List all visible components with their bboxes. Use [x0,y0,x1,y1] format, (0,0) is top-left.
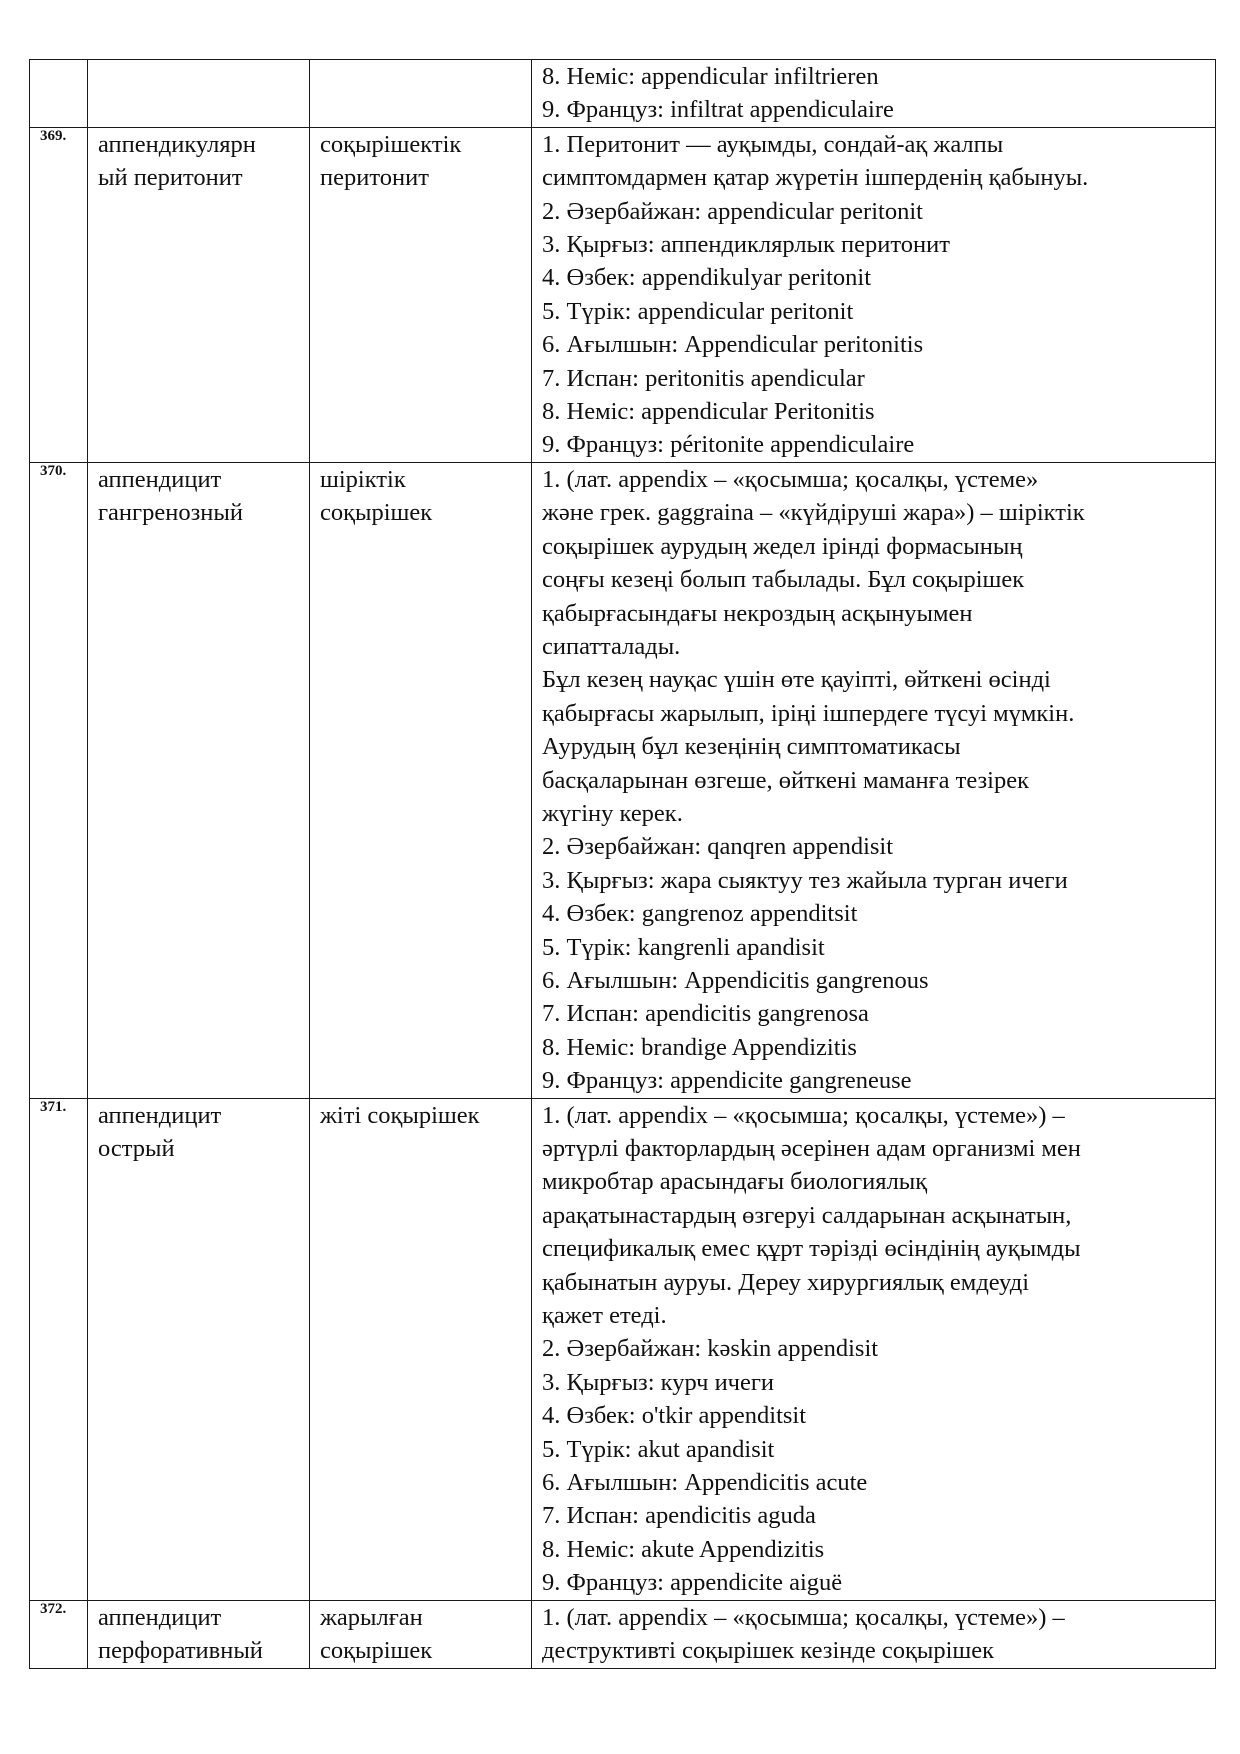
definition-line: 7. Испан: apendicitis gangrenosa [542,1000,869,1028]
definition-line: 4. Өзбек: o'tkir appenditsit [542,1402,807,1430]
definition-line: 9. Француз: appendicite gangreneuse [542,1067,912,1095]
entry-number: 369. [30,127,88,462]
russian-term-line: острый [98,1135,175,1162]
kazakh-term-line: соқырішектік [320,130,462,158]
definition-line: 9. Француз: infiltrat appendiculaire [542,96,894,124]
definition-line: 1. Перитонит — ауқымды, сондай-ақ жалпы [542,130,1004,158]
kazakh-term-cell [310,462,532,1098]
definition-line: 3. Қырғыз: курч ичеги [542,1368,775,1396]
definition-line: 5. Түрік: appendicular peritonit [542,297,854,325]
definition-line: 3. Қырғыз: аппендиклярлык перитонит [542,231,950,259]
definition-line: 6. Ағылшын: Appendicitis acute [542,1469,868,1497]
definition-line: 2. Әзербайжан: appendicular peritonit [542,197,923,225]
russian-term-cell [88,1098,310,1600]
table-row [30,60,1216,128]
entry-number: 372. [30,1600,88,1668]
russian-term-line: аппендикулярн [98,130,256,158]
definition-cell [532,1098,1216,1600]
entry-number: 370. [30,462,88,1098]
russian-term-cell [88,127,310,462]
table-row [30,1098,1216,1600]
definition-line: қабынатын ауруы. Дереу хирургиялық емдеуді [542,1268,1030,1296]
entry-number [30,60,88,128]
definition-line: 8. Неміс: appendicular Peritonitis [542,398,875,426]
kazakh-term-cell [310,1098,532,1600]
definition-line: 4. Өзбек: gangrenoz appenditsit [542,900,858,928]
definition-line: арақатынастардың өзгеруі салдарынан асқынатын, [542,1201,1072,1229]
definition-line: 9. Француз: appendicite aiguë [542,1569,843,1597]
definition-line: 1. (лат. appendix – «қосымша; қосалқы, үстеме») – [542,1603,1065,1631]
table-row [30,462,1216,1098]
definition-line: 3. Қырғыз: жара сыяктуу тез жайыла турган ичеги [542,866,1068,894]
kazakh-term-cell [310,60,532,128]
definition-line: әртүрлі факторлардың әсерінен адам организмі мен [542,1135,1081,1162]
definition-cell [532,127,1216,462]
definition-line: 5. Түрік: kangrenli apandisit [542,933,825,961]
kazakh-term-line: шіріктік [320,465,406,493]
definition-cell [532,60,1216,128]
definition-line: Бұл кезең науқас үшін өте қауіпті, өйткені өсінді [542,666,1051,694]
definition-line: 9. Француз: péritonite appendiculaire [542,431,915,459]
definition-line: 8. Неміс: appendicular infiltrieren [542,63,879,90]
definition-line: 2. Әзербайжан: qanqren appendisit [542,833,894,861]
definition-line: симптомдармен қатар жүретін ішперденің қабынуы. [542,164,1089,192]
russian-term-cell [88,462,310,1098]
definition-line: 5. Түрік: akut apandisit [542,1435,775,1463]
definition-line: соңғы кезеңі болып табылады. Бұл соқырішек [542,566,1025,594]
russian-term-line: гангренозный [98,499,243,527]
definition-line: деструктивті соқырішек кезінде соқырішек [542,1637,995,1665]
definition-line: 8. Неміс: akute Appendizitis [542,1535,825,1563]
definition-line: жүгіну керек. [542,799,683,827]
dictionary-table [29,59,1216,1669]
definition-line: соқырішек аурудың жедел ірінді формасының [542,532,1023,560]
definition-line: микробтар арасындағы биологиялық [542,1168,928,1196]
russian-term-line: аппендицит [98,1603,222,1631]
definition-line: 2. Әзербайжан: kəskin appendisit [542,1335,879,1363]
definition-cell [532,462,1216,1098]
entry-number: 371. [30,1098,88,1600]
russian-term-line: перфоративный [98,1637,263,1665]
russian-term-line: аппендицит [98,465,222,493]
kazakh-term-line: жіті соқырішек [320,1101,480,1129]
definition-line: Аурудың бұл кезеңінің симптоматикасы [542,733,961,761]
russian-term-cell [88,1600,310,1668]
definition-line: 7. Испан: peritonitis apendicular [542,364,865,392]
definition-line: 8. Неміс: brandige Appendizitis [542,1033,857,1061]
kazakh-term-cell [310,127,532,462]
kazakh-term-cell [310,1600,532,1668]
definition-line: қабырғасы жарылып, іріңі ішпердеге түсуі мүмкін. [542,699,1075,727]
kazakh-term-line: соқырішек [320,1637,433,1665]
russian-term-cell [88,60,310,128]
definition-line: спецификалық емес құрт тәрізді өсіндінің ауқымды [542,1235,1081,1263]
kazakh-term-line: перитонит [320,164,429,192]
table-row [30,1600,1216,1668]
definition-line: басқаларынан өзгеше, өйткені маманға тезірек [542,766,1030,794]
table-row [30,127,1216,462]
definition-line: 6. Ағылшын: Appendicitis gangrenous [542,966,929,994]
definition-cell [532,1600,1216,1668]
definition-line: қабырғасындағы некроздың асқынуымен [542,599,973,627]
definition-line: 6. Ағылшын: Appendicular peritonitis [542,331,924,359]
definition-line: және грек. gaggraina – «күйдіруші жара») – шіріктік [542,499,1085,527]
definition-line: 1. (лат. appendix – «қосымша; қосалқы, үстеме») – [542,1101,1065,1129]
definition-line: қажет етеді. [542,1302,667,1330]
russian-term-line: аппендицит [98,1101,222,1129]
definition-line: 4. Өзбек: appendikulyar peritonit [542,264,872,292]
definition-line: 7. Испан: apendicitis aguda [542,1502,816,1530]
definition-line: сипатталады. [542,632,681,660]
definition-line: 1. (лат. appendix – «қосымша; қосалқы, үстеме» [542,465,1039,493]
kazakh-term-line: жарылған [320,1603,423,1631]
russian-term-line: ый перитонит [98,164,243,192]
dictionary-table-body [30,60,1216,1669]
kazakh-term-line: соқырішек [320,499,433,527]
